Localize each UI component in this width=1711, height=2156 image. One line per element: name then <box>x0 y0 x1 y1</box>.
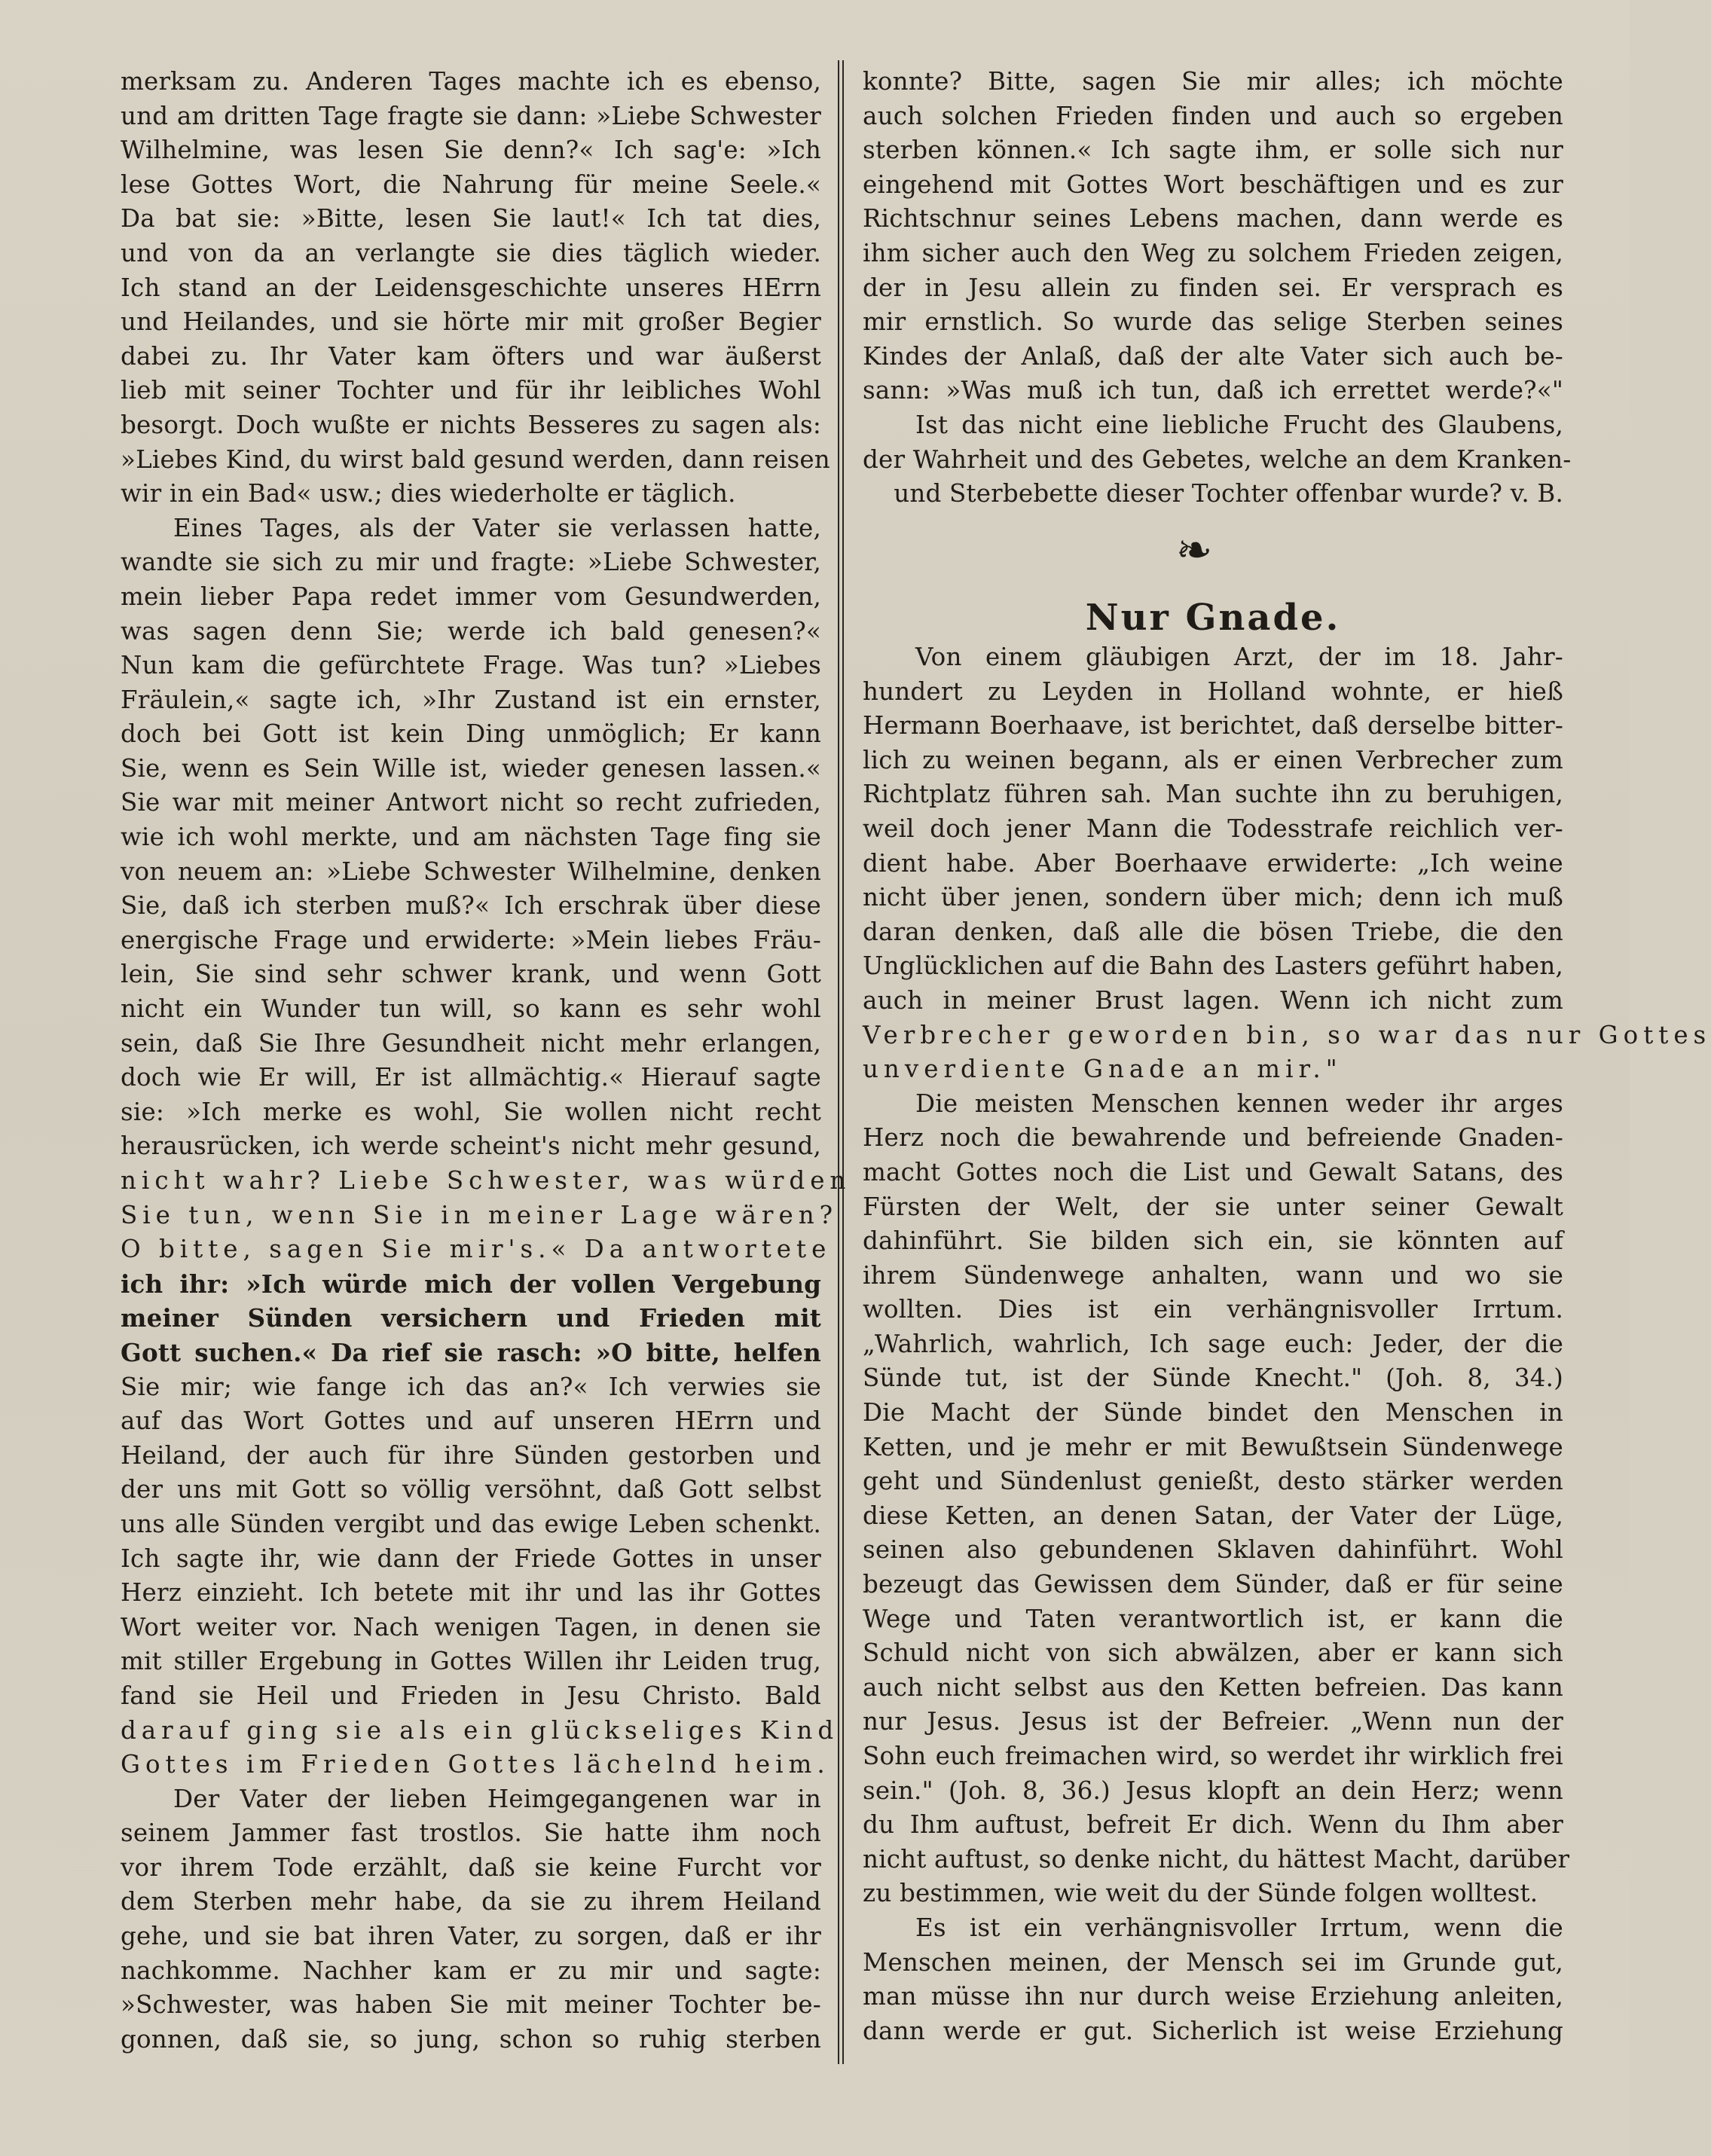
text-line: ich ihr: »Ich würde mich der vollen Vergebung <box>121 1269 821 1299</box>
text-line: mit stiller Ergebung in Gottes Willen ihr Leiden trug, <box>121 1647 821 1676</box>
text-line: Verbrecher geworden bin, so war das nur Gottes <box>863 1020 1711 1049</box>
text-line: auch nicht selbst aus den Ketten befreien. Das kann <box>863 1672 1563 1702</box>
text-line: ihm sicher auch den Weg zu solchem Frieden zeigen, <box>863 238 1563 267</box>
text-line: Ich sagte ihr, wie dann der Friede Gottes in unser <box>121 1544 821 1573</box>
fleuron-ornament: ❧ <box>1175 524 1213 576</box>
text-line: Schuld nicht von sich abwälzen, aber er kann sich <box>863 1638 1563 1668</box>
text-line: sein." (Joh. 8, 36.) Jesus klopft an dein Herz; wenn <box>863 1776 1563 1805</box>
text-line: seinen also gebundenen Sklaven dahinführt. Wohl <box>863 1535 1563 1565</box>
text-line: konnte? Bitte, sagen Sie mir alles; ich möchte <box>863 67 1563 96</box>
text-line: Heiland, der auch für ihre Sünden gestorben und <box>121 1440 821 1470</box>
text-line: Nun kam die gefürchtete Frage. Was tun? »Liebes <box>121 651 821 680</box>
text-line: Ich stand an der Leidensgeschichte unseres HErrn <box>121 273 821 302</box>
text-line: Die meisten Menschen kennen weder ihr arges <box>915 1089 1563 1118</box>
text-line: nicht wahr? Liebe Schwester, was würden <box>121 1166 851 1195</box>
text-line: wollten. Dies ist ein verhängnisvoller Irrtum. <box>863 1295 1563 1324</box>
text-line: Gott suchen.« Da rief sie rasch: »O bitte, helfen <box>121 1337 821 1367</box>
text-line: sie: »Ich merke es wohl, Sie wollen nicht recht <box>121 1097 821 1126</box>
text-line: dahinführt. Sie bilden sich ein, sie könnten auf <box>863 1226 1563 1256</box>
text-line: ihrem Sündenwege anhalten, wann und wo sie <box>863 1260 1563 1290</box>
text-line: Wege und Taten verantwortlich ist, er kann die <box>863 1604 1563 1633</box>
text-line: lieb mit seiner Tochter und für ihr leibliches Wohl <box>121 376 821 405</box>
text-line: Ketten, und je mehr er mit Bewußtsein Sündenwege <box>863 1432 1563 1461</box>
text-line: und Heilandes, und sie hörte mir mit großer Begier <box>121 307 821 337</box>
text-line: geht und Sündenlust genießt, desto stärker werden <box>863 1467 1563 1496</box>
text-line: Es ist ein verhängnisvoller Irrtum, wenn die <box>915 1913 1563 1942</box>
text-line: sein, daß Sie Ihre Gesundheit nicht mehr erlangen, <box>121 1028 821 1058</box>
text-line: »Liebes Kind, du wirst bald gesund werden, dann reisen <box>121 444 830 474</box>
text-line: Richtplatz führen sah. Man suchte ihn zu beruhigen, <box>863 780 1563 809</box>
text-line: darauf ging sie als ein glückseliges Kind <box>121 1715 839 1745</box>
text-line: merksam zu. Anderen Tages machte ich es ebenso, <box>121 67 821 96</box>
text-line: Fürsten der Welt, der sie unter seiner Gewalt <box>863 1192 1563 1221</box>
text-line: »Schwester, was haben Sie mit meiner Tochter be- <box>121 1990 821 2020</box>
text-line: mein lieber Papa redet immer vom Gesundwerden, <box>121 582 821 611</box>
text-line: lein, Sie sind sehr schwer krank, und wenn Gott <box>121 960 821 989</box>
text-line: nicht ein Wunder tun will, so kann es sehr wohl <box>121 994 821 1024</box>
text-line: der uns mit Gott so völlig versöhnt, daß Gott selbst <box>121 1475 821 1504</box>
text-line: lese Gottes Wort, die Nahrung für meine Seele.« <box>121 169 821 199</box>
text-line: Die Macht der Sünde bindet den Menschen in <box>863 1398 1563 1428</box>
left-text-column <box>121 65 851 2057</box>
column-divider <box>842 60 844 2064</box>
text-line: Unglücklichen auf die Bahn des Lasters geführt haben, <box>863 951 1563 981</box>
text-line: Ist das nicht eine liebliche Frucht des Glaubens, <box>915 410 1563 439</box>
text-line: meiner Sünden versichern und Frieden mit <box>121 1303 821 1333</box>
text-line: eingehend mit Gottes Wort beschäftigen und es zur <box>863 169 1563 199</box>
text-line: gehe, und sie bat ihren Vater, zu sorgen, daß er ihr <box>121 1922 821 1951</box>
right-text-column-top <box>863 65 1572 512</box>
text-line: O bitte, sagen Sie mir's.« Da antwortete <box>121 1235 832 1264</box>
text-line: nur Jesus. Jesus ist der Befreier. „Wenn nun der <box>863 1707 1563 1736</box>
text-line: unverdiente Gnade an mir." <box>863 1055 1343 1084</box>
text-line: Menschen meinen, der Mensch sei im Grunde gut, <box>863 1947 1563 1977</box>
text-line: Herz noch die bewahrende und befreiende Gnaden- <box>863 1123 1563 1153</box>
text-line: nachkomme. Nachher kam er zu mir und sagte: <box>121 1956 821 1985</box>
text-line: der Wahrheit und des Gebetes, welche an dem Kranken- <box>863 444 1572 474</box>
text-line: daran denken, daß alle die bösen Triebe, die den <box>863 917 1563 946</box>
text-line: Fräulein,« sagte ich, »Ihr Zustand ist ein ernster, <box>121 685 821 714</box>
column-divider <box>838 60 839 2064</box>
text-line: weil doch jener Mann die Todesstrafe reichlich ver- <box>863 814 1563 843</box>
text-line: Wort weiter vor. Nach wenigen Tagen, in denen sie <box>121 1612 821 1641</box>
text-line: nicht auftust, so denke nicht, du hättest Macht, darüber <box>863 1844 1570 1874</box>
text-line: sann: »Was muß ich tun, daß ich errettet werde?«" <box>863 376 1563 405</box>
text-line: und Sterbebette dieser Tochter offenbar wurde? v. B. <box>894 479 1563 508</box>
text-line: diese Ketten, an denen Satan, der Vater der Lüge, <box>863 1501 1563 1530</box>
text-line: der in Jesu allein zu finden sei. Er versprach es <box>863 273 1563 302</box>
text-line: Kindes der Anlaß, daß der alte Vater sich auch be- <box>863 341 1563 371</box>
text-line: vor ihrem Tode erzählt, daß sie keine Furcht vor <box>121 1852 821 1882</box>
text-line: zu bestimmen, wie weit du der Sünde folgen wolltest. <box>863 1879 1538 1908</box>
text-line: Gottes im Frieden Gottes lächelnd heim. <box>121 1750 830 1779</box>
text-line: dient habe. Aber Boerhaave erwiderte: „Ich weine <box>863 848 1563 878</box>
text-line: mir ernstlich. So wurde das selige Sterben seines <box>863 307 1563 337</box>
article-heading: Nur Gnade. <box>1085 597 1341 639</box>
text-line: Sünde tut, ist der Sünde Knecht." (Joh. 8, 34.) <box>863 1364 1563 1393</box>
text-line: nicht über jenen, sondern über mich; denn ich muß <box>863 883 1563 912</box>
text-line: Sie tun, wenn Sie in meiner Lage wären? <box>121 1200 839 1229</box>
text-line: auch solchen Frieden finden und auch so ergeben <box>863 101 1563 130</box>
text-line: „Wahrlich, wahrlich, Ich sage euch: Jeder, der die <box>863 1329 1563 1358</box>
text-line: von neuem an: »Liebe Schwester Wilhelmine, denken <box>121 857 821 886</box>
text-line: wie ich wohl merkte, und am nächsten Tage fing sie <box>121 823 821 852</box>
text-line: dann werde er gut. Sicherlich ist weise Erziehung <box>863 2016 1563 2045</box>
text-line: Sohn euch freimachen wird, so werdet ihr wirklich frei <box>863 1742 1563 1770</box>
text-line: hundert zu Leyden in Holland wohnte, er hieß <box>863 676 1563 706</box>
text-line: Sie, wenn es Sein Wille ist, wieder genesen lassen.« <box>121 753 821 783</box>
text-line: Richtschnur seines Lebens machen, dann werde es <box>863 204 1563 234</box>
text-line: fand sie Heil und Frieden in Jesu Christo. Bald <box>121 1681 821 1710</box>
text-line: dem Sterben mehr habe, da sie zu ihrem Heiland <box>121 1887 821 1916</box>
text-line: lich zu weinen begann, als er einen Verbrecher zum <box>863 745 1563 774</box>
text-line: auf das Wort Gottes und auf unseren HErrn und <box>121 1406 821 1436</box>
text-line: besorgt. Doch wußte er nichts Besseres zu sagen als: <box>121 410 821 439</box>
text-line: du Ihm auftust, befreit Er dich. Wenn du Ihm aber <box>863 1810 1563 1840</box>
text-line: Der Vater der lieben Heimgegangenen war in <box>173 1784 821 1813</box>
text-line: wandte sie sich zu mir und fragte: »Liebe Schwester, <box>121 548 821 577</box>
text-line: Eines Tages, als der Vater sie verlassen hatte, <box>173 513 821 542</box>
text-line: gonnen, daß sie, so jung, schon so ruhig sterben <box>121 2024 821 2054</box>
text-line: dabei zu. Ihr Vater kam öfters und war äußerst <box>121 341 821 371</box>
text-line: uns alle Sünden vergibt und das ewige Leben schenkt. <box>121 1509 821 1538</box>
text-line: doch wie Er will, Er ist allmächtig.« Hierauf sagte <box>121 1063 821 1092</box>
text-line: bezeugt das Gewissen dem Sünder, daß er für seine <box>863 1570 1563 1599</box>
text-line: Hermann Boerhaave, ist berichtet, daß derselbe bitter- <box>863 711 1563 741</box>
text-line: doch bei Gott ist kein Ding unmöglich; Er kann <box>121 719 821 749</box>
text-line: Da bat sie: »Bitte, lesen Sie laut!« Ich tat dies, <box>121 204 821 234</box>
text-line: energische Frage und erwiderte: »Mein liebes Fräu- <box>121 925 821 954</box>
text-line: Sie war mit meiner Antwort nicht so recht zufrieden, <box>121 788 821 817</box>
text-line: und am dritten Tage fragte sie dann: »Liebe Schwester <box>121 101 821 130</box>
text-line: macht Gottes noch die List und Gewalt Satans, des <box>863 1157 1563 1186</box>
text-line: was sagen denn Sie; werde ich bald genesen?« <box>121 616 821 646</box>
text-line: auch in meiner Brust lagen. Wenn ich nicht zum <box>863 985 1563 1015</box>
text-line: Sie mir; wie fange ich das an?« Ich verwies sie <box>121 1372 821 1401</box>
text-line: sterben können.« Ich sagte ihm, er solle sich nur <box>863 136 1563 165</box>
text-line: und von da an verlangte sie dies täglich wieder. <box>121 238 821 267</box>
text-line: seinem Jammer fast trostlos. Sie hatte ihm noch <box>121 1819 821 1848</box>
text-line: wir in ein Bad« usw.; dies wiederholte er täglich. <box>121 479 736 508</box>
text-line: Von einem gläubigen Arzt, der im 18. Jahr- <box>915 643 1563 671</box>
text-line: Wilhelmine, was lesen Sie denn?« Ich sag'e: »Ich <box>121 136 821 165</box>
text-line: Sie, daß ich sterben muß?« Ich erschrak über diese <box>121 891 821 921</box>
right-text-column-bottom <box>863 640 1711 2048</box>
text-line: man müsse ihn nur durch weise Erziehung anleiten, <box>863 1982 1563 2011</box>
text-line: Herz einzieht. Ich betete mit ihr und las ihr Gottes <box>121 1578 821 1608</box>
text-line: herausrücken, ich werde scheint's nicht mehr gesund, <box>121 1131 821 1161</box>
